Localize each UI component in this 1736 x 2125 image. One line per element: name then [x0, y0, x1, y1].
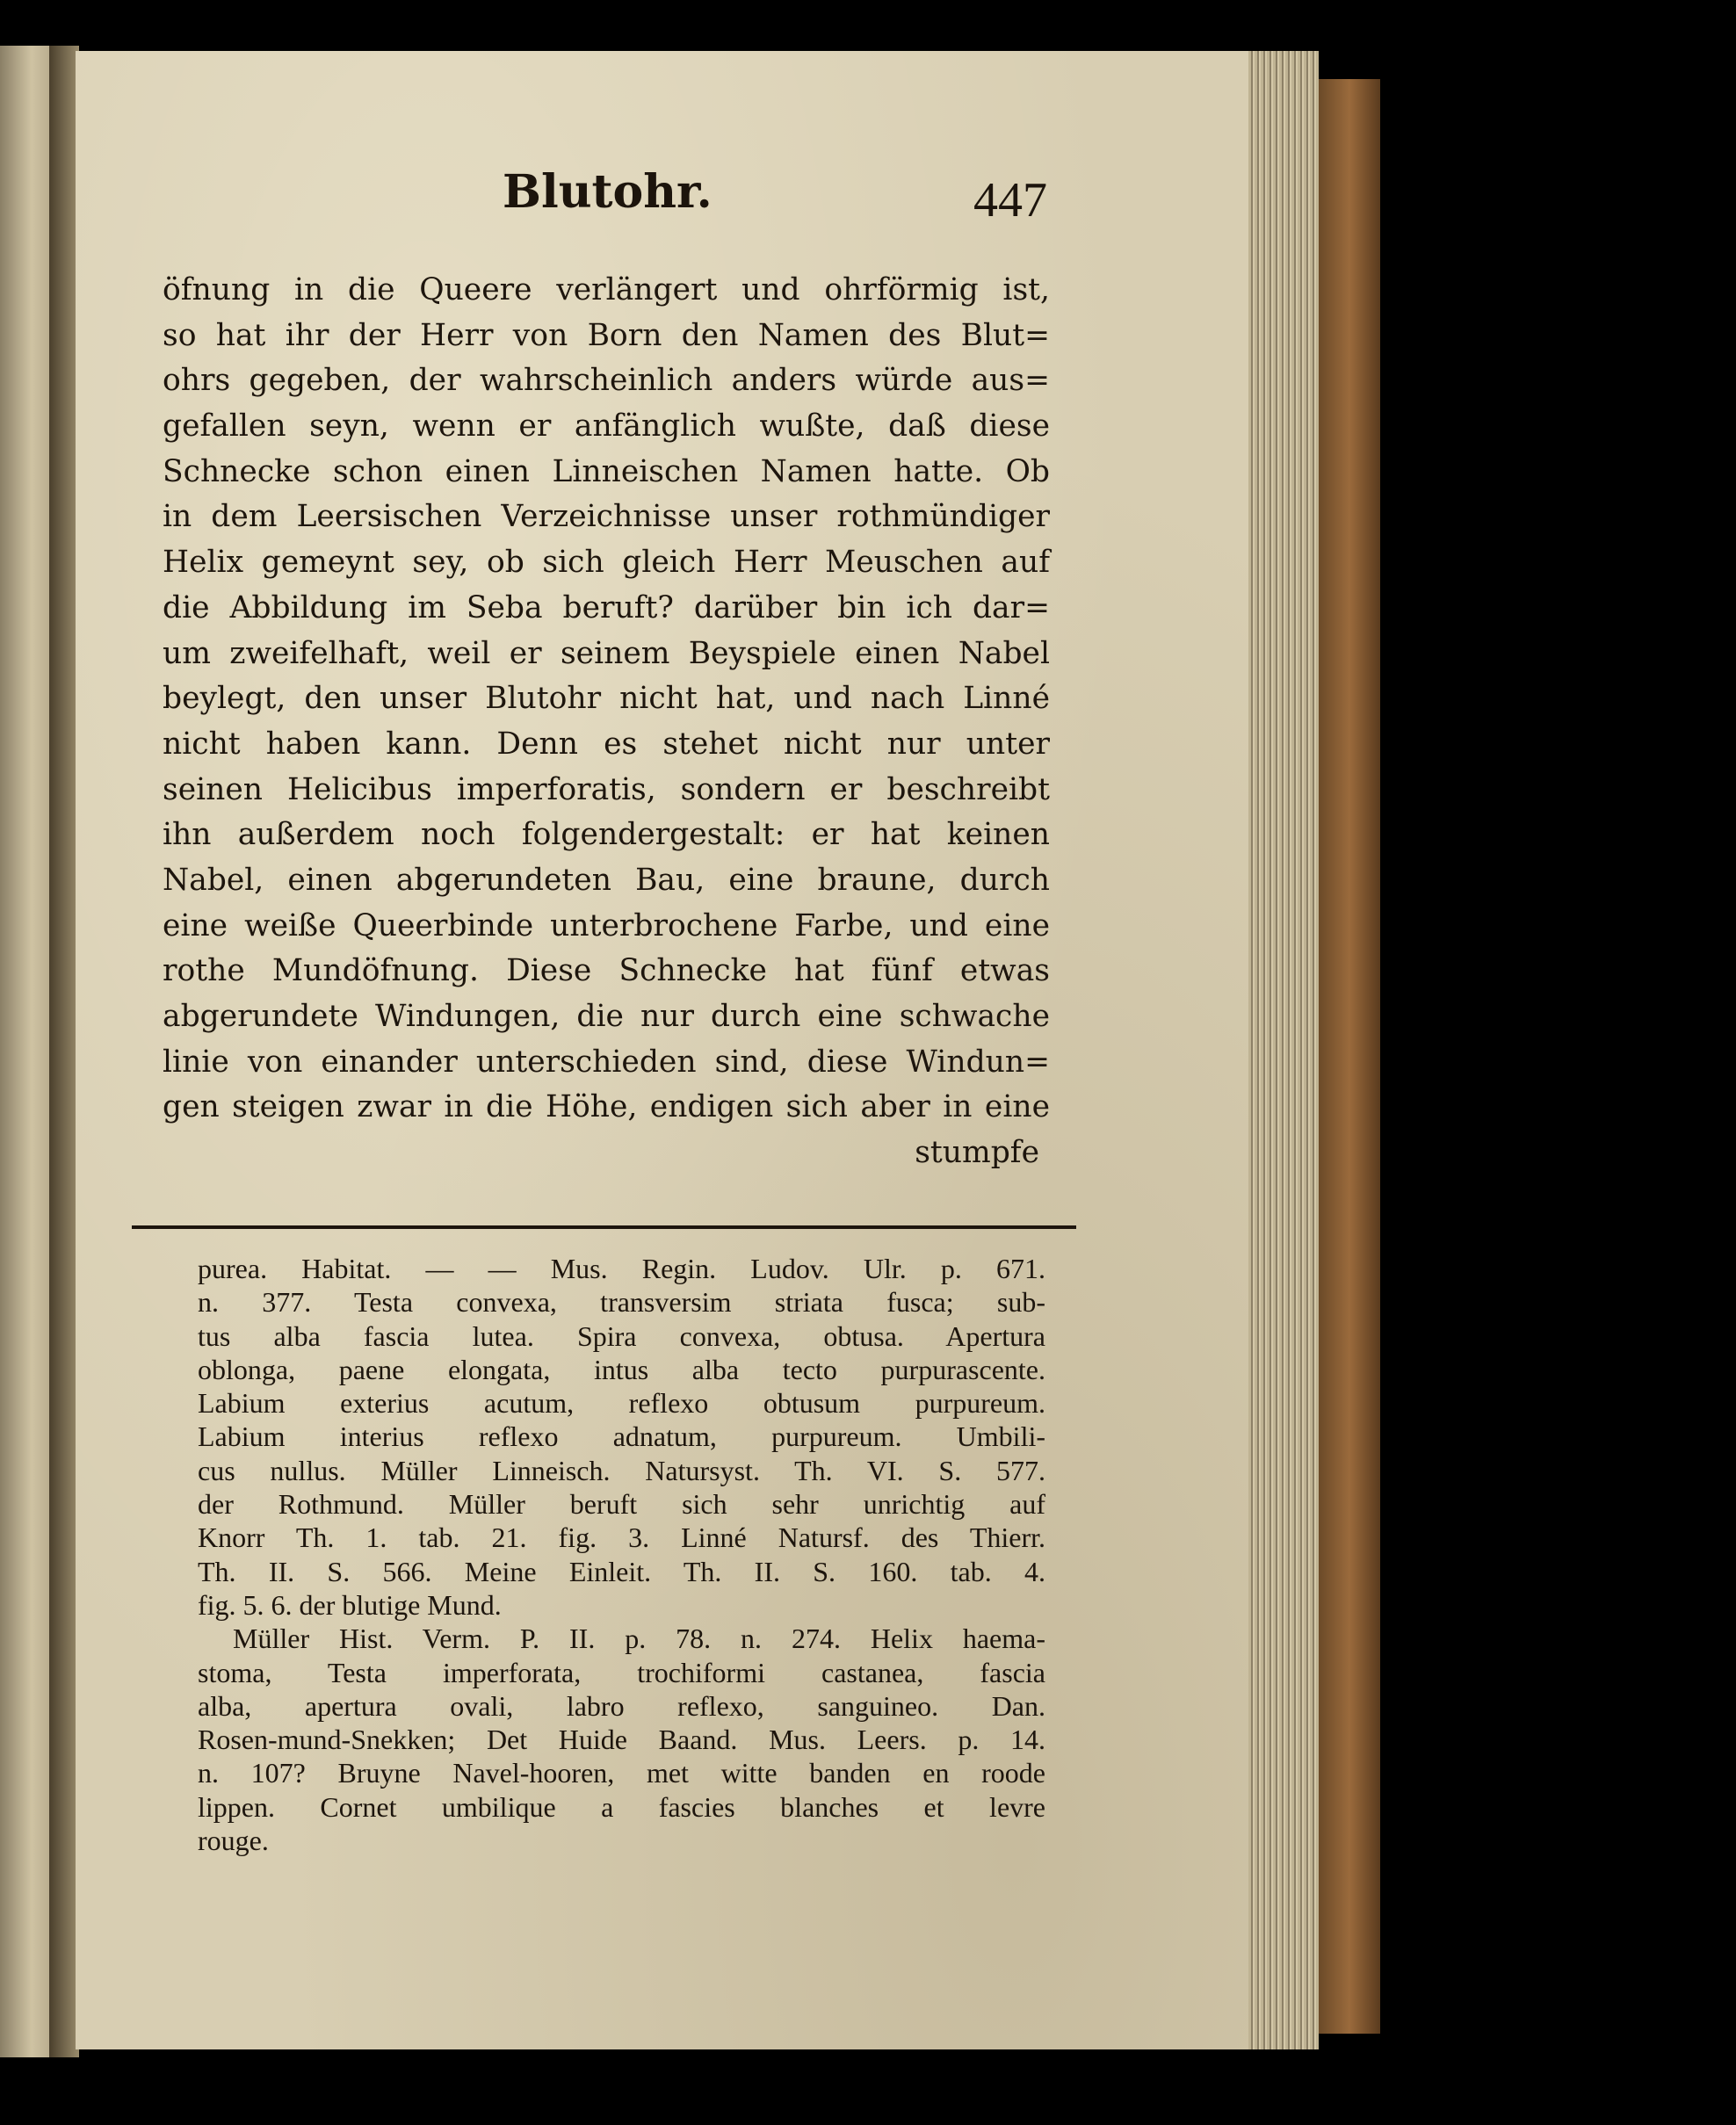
text-line: gefallen seyn, wenn er anfänglich wußte, daß diese — [163, 408, 1050, 445]
footnote-line: fig. 5. 6. der blutige Mund. — [198, 1588, 502, 1621]
text-line: um zweifelhaft, weil er seinem Beyspiele einen Nabel — [163, 635, 1050, 671]
footnote-line: Knorr Th. 1. tab. 21. fig. 3. Linné Natursf. des Thierr. — [198, 1521, 1045, 1554]
text-line: beylegt, den unser Blutohr nicht hat, und nach Linné — [163, 681, 1050, 717]
text-line: ohrs gegeben, der wahrscheinlich anders würde aus= — [163, 363, 1050, 399]
footnote-line: rouge. — [198, 1825, 269, 1857]
left-page-edge — [0, 46, 53, 2057]
footnote-line: Th. II. S. 566. Meine Einleit. Th. II. S. 160. tab. 4. — [198, 1555, 1045, 1587]
footnote-line: oblonga, paene elongata, intus alba tecto purpurascente. — [198, 1353, 1045, 1385]
footnote-line: cus nullus. Müller Linneisch. Natursyst. Th. VI. S. 577. — [198, 1454, 1045, 1486]
running-head — [503, 165, 1047, 244]
footnote-line: Labium interius reflexo adnatum, purpureum. Umbili- — [198, 1420, 1045, 1453]
book-gutter — [49, 46, 79, 2057]
footnote-line: n. 107? Bruyne Navel-hooren, met witte banden en roode — [198, 1757, 1045, 1789]
footnote-line: Rosen-mund-Snekken; Det Huide Baand. Mus. Leers. p. 14. — [198, 1724, 1045, 1756]
text-line: die Abbildung im Seba beruft? darüber bin ich dar= — [163, 589, 1050, 625]
text-line: Helix gemeynt sey, ob sich gleich Herr Meuschen auf — [163, 545, 1050, 581]
text-line: linie von einander unterschieden sind, diese Windun= — [163, 1044, 1050, 1080]
footnote-line: lippen. Cornet umbilique a fascies blanches et levre — [198, 1790, 1045, 1823]
footnote-rule — [132, 1225, 1076, 1229]
text-line: ihn außerdem noch folgendergestalt: er hat keinen — [163, 817, 1050, 853]
footnote-line: purea. Habitat. — — Mus. Regin. Ludov. Ulr. p. 671. — [198, 1253, 1045, 1284]
footnote — [198, 1252, 1045, 1857]
text-line: in dem Leersischen Verzeichnisse unser rothmündiger — [163, 499, 1050, 535]
page-number: 447 — [973, 173, 1047, 228]
text-line: eine weiße Queerbinde unterbrochene Farbe, und eine — [163, 907, 1050, 943]
text-line: seinen Helicibus imperforatis, sondern er beschreibt — [163, 771, 1050, 807]
text-line: Schnecke schon einen Linneischen Namen hatte. Ob — [163, 453, 1050, 489]
text-line: abgerundete Windungen, die nur durch eine schwache — [163, 999, 1050, 1034]
running-title: Blutohr. — [503, 165, 712, 219]
text-line: gen steigen zwar in die Höhe, endigen sich aber in eine — [163, 1089, 1050, 1125]
catchword: stumpfe — [915, 1135, 1039, 1171]
book-cover-edge — [1319, 79, 1380, 2034]
footnote-line: alba, apertura ovali, labro reflexo, sanguineo. Dan. — [198, 1689, 1045, 1722]
text-line: rothe Mundöfnung. Diese Schnecke hat fünf etwas — [163, 953, 1050, 989]
text-line: so hat ihr der Herr von Born den Namen des Blut= — [163, 317, 1050, 353]
text-line: öfnung in die Queere verlängert und ohrförmig ist, — [163, 272, 1050, 307]
footnote-line: Müller Hist. Verm. P. II. p. 78. n. 274. Helix haema- — [233, 1623, 1045, 1655]
footnote-line: Labium exterius acutum, reflexo obtusum purpureum. — [198, 1387, 1045, 1420]
footnote-line: der Rothmund. Müller beruft sich sehr unrichtig auf — [198, 1488, 1045, 1521]
text-line: nicht haben kann. Denn es stehet nicht nur unter — [163, 726, 1050, 762]
text-line: Nabel, einen abgerundeten Bau, eine braune, durch — [163, 862, 1050, 898]
footnote-line: stoma, Testa imperforata, trochiformi castanea, fascia — [198, 1656, 1045, 1688]
page-edges — [1248, 51, 1319, 2049]
footnote-line: n. 377. Testa convexa, transversim striata fusca; sub- — [198, 1286, 1045, 1319]
footnote-line: tus alba fascia lutea. Spira convexa, obtusa. Apertura — [198, 1319, 1045, 1352]
main-text — [163, 268, 1050, 1176]
